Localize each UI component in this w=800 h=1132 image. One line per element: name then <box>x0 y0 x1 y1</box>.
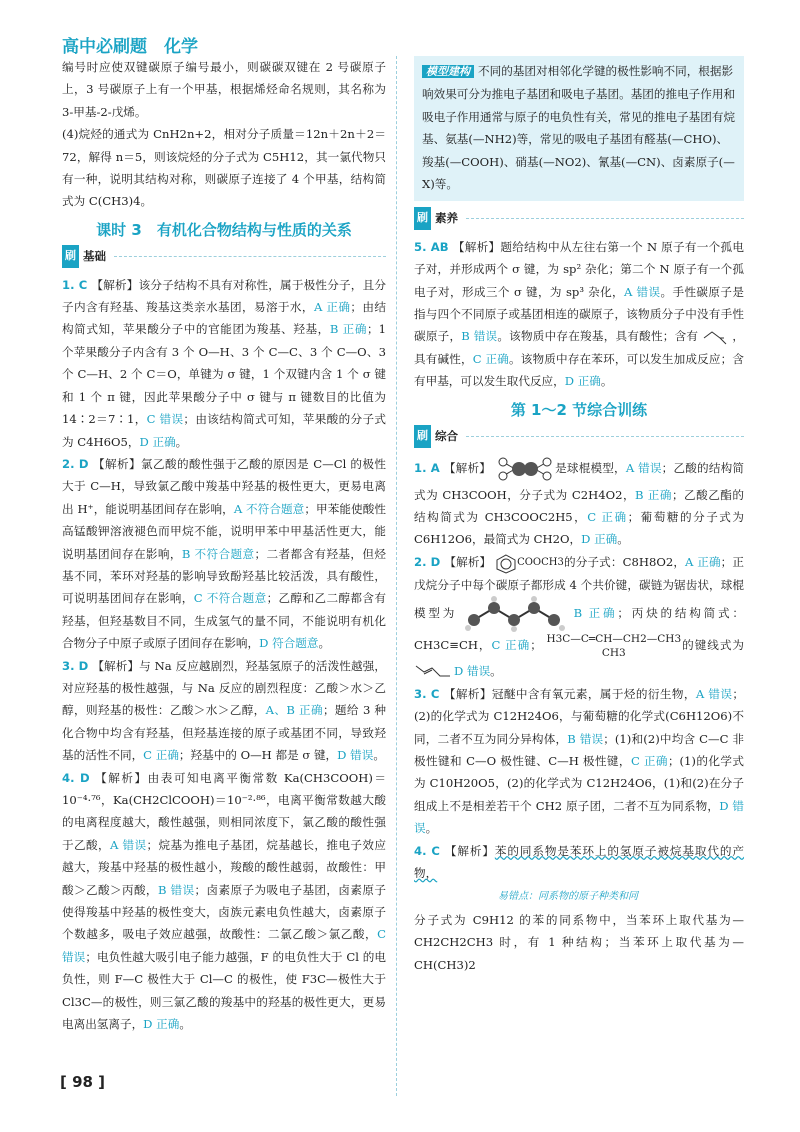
answer-text: ；电负性越大吸引电子能力越强，F 的电负性大于 Cl 的电负性，则 F—C 极性大于 Cl—C 的极性，使 F3C—极性大于 Cl3C—的极性，则三氯乙酸的羧基中的羟基的极性更大，更易电离出氢离子， <box>62 949 386 1032</box>
judgement: A 错误 <box>624 284 661 299</box>
answer-text: ；(2)的化学式为 C12H24O6，与葡萄糖的化学式(C6H12O6)不同，二者不互为同分异构体， <box>414 686 744 746</box>
answer-text: 【解析】由表可知电离平衡常数 Ka(CH3COOH)＝10⁻⁴·⁷⁶，Ka(CH2ClCOOH)＝10⁻²·⁸⁶，电离平衡常数越大酸的电离程度越大，酸性越强，则相同浓度下，氯乙酸的酸性强于乙酸， <box>62 770 386 852</box>
tag-dashed-line <box>466 218 744 219</box>
benzene-ring-icon <box>495 554 517 574</box>
tag-dashed-line <box>114 256 386 257</box>
tag-text: 综合 <box>435 429 458 444</box>
answer-4 <box>62 767 386 1036</box>
answer-number: 2. D <box>414 554 441 569</box>
judgement: A 错误 <box>625 460 662 475</box>
column-divider <box>396 56 398 1096</box>
answer-2 <box>62 453 386 655</box>
answer-text: ，具有碱性， <box>414 329 744 366</box>
judgement: C 正确 <box>472 351 510 366</box>
answer-number: 5. AB <box>414 239 449 254</box>
amine-fragment-structure <box>702 328 732 346</box>
answer-number: 1. C <box>62 277 88 292</box>
answer-text: 。 <box>425 821 438 836</box>
tag-mark: 刷 <box>414 425 431 447</box>
formula-sub: CH3 <box>601 647 626 660</box>
judgement: D 正确 <box>564 374 601 389</box>
answer-number: 4. D <box>62 770 90 785</box>
answer-text: ；由结构简式知，苹果酸分子中的官能团为羧基、羟基， <box>62 300 386 337</box>
answer-text: 。 <box>617 532 629 547</box>
answer-text: 。 <box>600 374 613 389</box>
answer-text: ；乙醇和乙二醇都含有羟基，但羟基数目不同，生成氢气的量不同，不能说明有机化合物分子中原子或原子团间存在影响， <box>62 591 386 651</box>
judgement: A、B 正确 <box>265 703 323 718</box>
answer-text: 【解析】与 Na 反应越剧烈，羟基氢原子的活泼性越强，对应羟基的极性越强，与 Na 反应的剧烈程度：乙酸＞水＞乙醇，则羟基的极性：乙酸＞水＞乙醇， <box>62 658 386 718</box>
answer-5 <box>414 236 744 393</box>
judgement: C 正确 <box>630 753 668 768</box>
judgement: D 错误 <box>454 664 491 679</box>
judgement: B 正确 <box>635 487 672 502</box>
answer-text: ；烷基为推电子基团，烷基越长，推电子效应越大，羧基中羟基的极性越小，羧酸的酸性越弱，故酸性：甲酸＞乙酸＞丙酸， <box>62 837 386 897</box>
tag-mark: 刷 <box>414 207 431 229</box>
intro-paragraph-2: (4)烷烃的通式为 CnH2n+2，相对分子质量＝12n＋2n＋2＝72，解得 n＝5，则该烷烃的分子式为 C5H12，其一氯代物只有一种，说明其结构对称，则碳原子连接了 4 个甲基，结构简式为 C(CH3)4。 <box>62 127 386 209</box>
lesson-title: 课时 3 有机化合物结构与性质的关系 <box>96 220 352 239</box>
judgement: C 正确 <box>587 509 628 524</box>
answer-text: 。 <box>318 636 331 651</box>
section-title: 第 1～2 节综合训练 <box>510 400 648 419</box>
answer-text: ；葡萄糖的分子式为 C6H12O6，最简式为 CH2O， <box>414 509 744 547</box>
pentane-ball-stick-model <box>464 596 574 632</box>
judgement: D 错误 <box>337 748 374 763</box>
judgement: D 正确 <box>143 1017 180 1032</box>
model-tag: 模型建构 <box>422 65 474 78</box>
tag-text: 素养 <box>435 211 458 226</box>
answer-text: 【解析】 <box>444 554 492 569</box>
judgement: D 正确 <box>139 434 176 449</box>
judgement: B 正确 <box>329 322 367 337</box>
judgement: B 不符合题意 <box>181 546 255 561</box>
judgement: B 错误 <box>461 329 498 344</box>
branched-alkene-formula <box>546 632 681 660</box>
model-text: 不同的基团对相邻化学键的极性影响不同，根据影响效果可分为推电子基团和吸电子基团。基团的推电子作用和吸电子作用通常与原子的电负性有关，常见的推电子基团有烷基、氨基(—NH2)等，常见的吸电子基团有醛基(—CHO)、羧基(—COOH)、硝基(—NO2)、氰基(—CN)、卤素原子(—X)等。 <box>422 64 736 192</box>
judgement: C 错误 <box>62 927 386 964</box>
answer-text: ；题给 3 种化合物中均含有羟基，但羟基连接的原子或基团不同，导致羟基的活性不同， <box>62 703 387 763</box>
comp-answer-1 <box>414 454 744 551</box>
error-hint-note: 易错点：同系物的原子种类和同 <box>498 891 638 903</box>
judgement: C 错误 <box>146 412 184 427</box>
judgement: B 正确 <box>573 606 618 621</box>
answer-text: ；丙炔的结构简式： <box>617 606 744 621</box>
basic-tag-row <box>62 245 386 267</box>
answer-text: 【解析】 <box>443 460 492 475</box>
answer-text: 【解析】题给结构中从左往右第一个 N 原子有一个孤电子对，并形成两个 σ 键，为 sp² 杂化；第二个 N 原子有一个孤电子对，形成三个 σ 键，为 sp³ 杂化， <box>414 239 744 299</box>
formula-label: COOCH3 <box>517 556 564 568</box>
comp-answer-2: 2. D 【解析】 COOCH3的分子式：C8H8O2，A 正确；正戊烷分子中每个碳原子都形成 4 个共价键，碳链为锯齿状，球棍模型为 B 正确；丙炔的结构简式： CH3C≡CH，C 正确； H3C—C═CH—CH2—CH3 CH3的键线式为 D 错误。 <box>414 551 744 683</box>
answer-text: 【解析】该分子结构不具有对称性，属于极性分子，且分子内含有羟基、羧基这类亲水基团，易溶于水， <box>62 277 386 315</box>
answer-number: 2. D <box>62 456 89 471</box>
judgement: C 不符合题意 <box>193 591 267 606</box>
judgement: A 错误 <box>695 686 733 701</box>
answer-text: 。 <box>373 748 385 763</box>
answer-number: 1. A <box>414 460 440 475</box>
answer-text: ；(1)和(2)中均含 C—C 非极性键和 C—O 极性键、C—H 极性键， <box>414 731 744 768</box>
answer-text: 。 <box>490 664 502 679</box>
left-column <box>62 56 386 1035</box>
answer-text: ；1 个苹果酸分子内含有 3 个 O—H、3 个 C—C、3 个 C—O、3 个 C—H、2 个 C＝O，单键为 σ 键，1 个双键内含 1 个 σ 键和 1 个 π 键，因此苹果酸分子中 σ 键与 π 键数目的比值为 14∶2＝7∶1， <box>62 322 386 427</box>
answer-text: ；(1)的化学式为 C10H20O5，(2)的化学式为 C12H24O6，(1)和(2)在分子组成上不是相差若干个 CH2 原子团，二者不互为同系物， <box>414 753 744 813</box>
answer-number: 3. C <box>414 686 440 701</box>
page-number: [ 98 ] <box>60 1073 106 1091</box>
answer-text: ；二者都含有羟基，但烃基不同，苯环对羟基的影响导致酚羟基比较活泼，具有酸性，可说明基团间存在影响， <box>62 546 386 606</box>
answer-text: 【解析】冠醚中含有氧元素，属于烃的衍生物， <box>443 686 696 701</box>
judgement: D 正确 <box>581 532 618 547</box>
basic-tag <box>62 245 110 267</box>
formula-main: H3C—C═CH—CH2—CH3 <box>546 633 682 646</box>
comprehensive-tag-row <box>414 425 744 447</box>
answer-3 <box>62 655 386 767</box>
answer-text: 的分子式：C8H8O2， <box>563 554 686 569</box>
literacy-tag <box>414 207 462 229</box>
answer-text: ；乙酸的结构简式为 CH3COOH，分子式为 C2H4O2， <box>414 460 744 502</box>
comp-answer-4 <box>414 840 744 976</box>
model-box <box>414 56 744 201</box>
answer-number: 3. D <box>62 658 89 673</box>
tag-text: 基础 <box>83 249 106 264</box>
answer-text: 。手性碳原子是指与四个不同原子或基团相连的碳原子，该物质分子中没有手性碳原子， <box>414 284 744 344</box>
judgement: A 正确 <box>313 300 351 315</box>
answer-text: 的键线式为 <box>681 638 744 653</box>
answer-number: 4. C <box>414 843 440 858</box>
answer-text: ； <box>530 638 542 653</box>
right-column <box>414 56 744 976</box>
skeletal-formula <box>414 662 454 682</box>
answer-text: 【解析】 <box>443 843 495 858</box>
comprehensive-tag <box>414 425 462 447</box>
answer-text: ；羟基中的 O—H 都是 σ 键， <box>178 748 338 763</box>
judgement: C 正确 <box>143 748 179 763</box>
answer-text: 分子式为 C9H12 的苯的同系物中，当苯环上取代基为—CH2CH2CH3 时，有 1 种结构；当苯环上取代基为—CH(CH3)2 <box>414 912 744 972</box>
answer-text: 。该物质中存在苯环，可以发生加成反应；含有甲基，可以发生取代反应， <box>414 351 744 389</box>
answer-text: ；卤素原子为吸电子基团，卤素原子使得羧基中羟基的极性变大，卤族元素电负性越大，卤素原子个数越多，吸电子效应越强，故酸性：二氯乙酸＞氯乙酸， <box>62 882 386 942</box>
judgement: A 不符合题意 <box>233 501 305 516</box>
propyne-formula: CH3C≡CH <box>414 638 478 653</box>
answer-text: 。该物质中存在羧基，具有酸性；含有 <box>497 329 699 344</box>
answer-text: ；甲苯能使酸性高锰酸钾溶液褪色而甲烷不能，说明甲苯中甲基活性更大，能说明基团间存在影响， <box>62 501 386 561</box>
judgement: D 符合题意 <box>259 636 319 651</box>
answer-text: 是球棍模型， <box>554 460 626 475</box>
underlined-text: 苯的同系物是苯环上的氢原子被烷基取代的产物， <box>414 843 744 880</box>
tag-mark: 刷 <box>62 245 79 267</box>
page-header-title: 高中必刷题 化学 <box>62 37 198 57</box>
judgement: A 错误 <box>110 837 147 852</box>
tag-dashed-line <box>466 436 744 437</box>
answer-text: 。 <box>175 434 188 449</box>
judgement: A 正确 <box>685 554 721 569</box>
literacy-tag-row <box>414 207 744 229</box>
judgement: B 错误 <box>157 882 195 897</box>
methyl-benzoate-structure <box>495 552 564 574</box>
ball-and-stick-model <box>495 454 555 484</box>
answer-text: 【解析】氯乙酸的酸性强于乙酸的原因是 C—Cl 的极性大于 C—H，导致氯乙酸中羧基中羟基的极性更大，更易电离出 H⁺，能说明基团间存在影响， <box>62 456 386 516</box>
answer-text: ；乙酸乙酯的结构简式为 CH3COOC2H5， <box>414 487 744 524</box>
judgement: C 正确 <box>491 638 531 653</box>
intro-paragraph-1: 编号时应使双键碳原子编号最小，则碳碳双键在 2 号碳原子上，3 号碳原子上有一个甲基，根据烯烃命名规则，其名称为 3-甲基-2-戊烯。 <box>62 60 386 119</box>
comp-answer-3 <box>414 683 744 840</box>
answer-text: ；正戊烷分子中每个碳原子都形成 4 个共价键，碳链为锯齿状，球棍模型为 <box>414 554 744 621</box>
answer-text: 。 <box>179 1017 191 1032</box>
answer-text: ；由该结构简式可知，苹果酸的分子式为 C4H6O5， <box>62 412 386 449</box>
answer-1 <box>62 274 386 453</box>
judgement: B 错误 <box>567 731 604 746</box>
judgement: D 错误 <box>414 798 745 836</box>
